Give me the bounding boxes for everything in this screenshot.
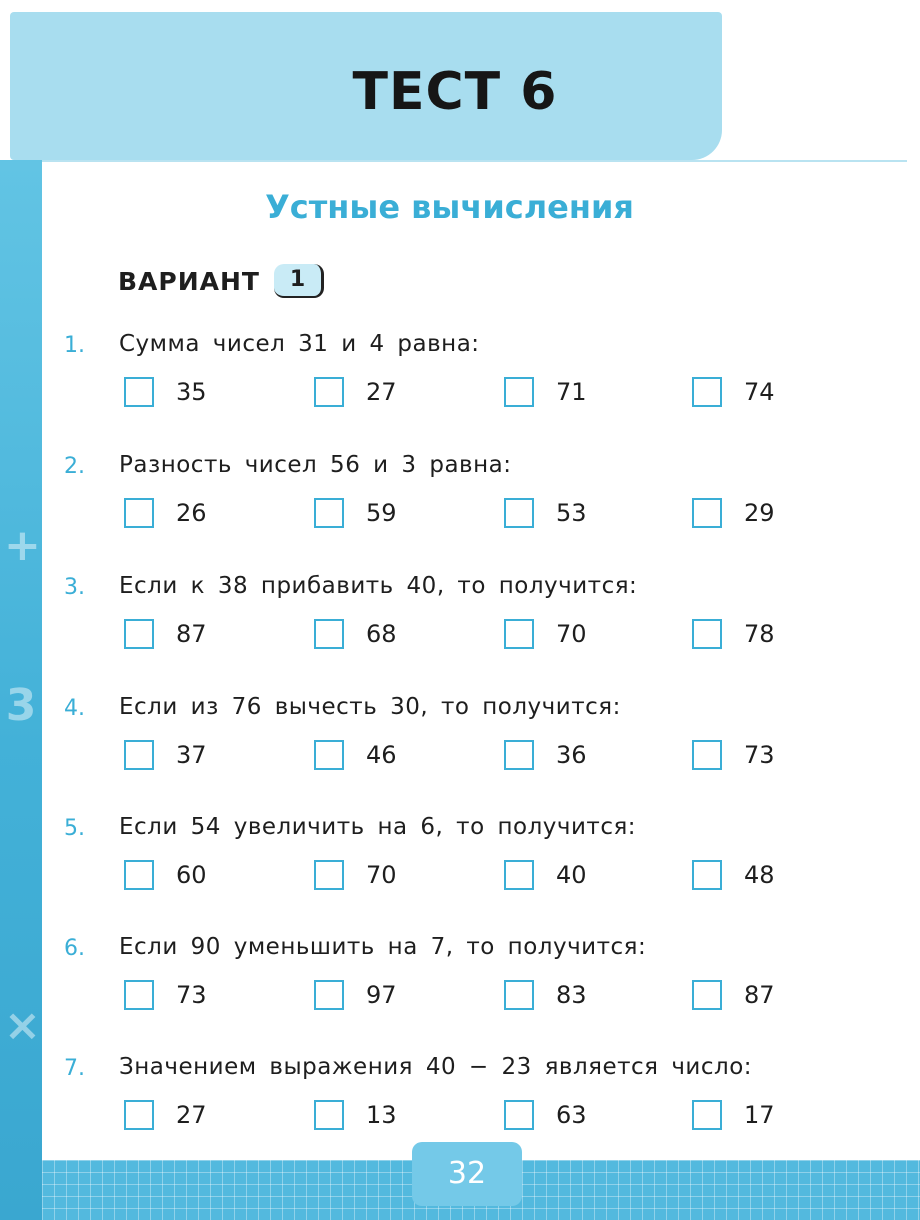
checkbox[interactable] — [314, 619, 344, 649]
checkbox[interactable] — [504, 1100, 534, 1130]
checkbox[interactable] — [314, 498, 344, 528]
question-text: Значением выражения 40 − 23 является число: — [119, 1054, 753, 1080]
checkbox[interactable] — [692, 498, 722, 528]
question-number: 4. — [64, 696, 85, 721]
plus-icon: + — [4, 520, 41, 571]
answer-option[interactable] — [124, 619, 207, 649]
answer-option[interactable] — [124, 498, 207, 528]
checkbox[interactable] — [692, 860, 722, 890]
checkbox[interactable] — [314, 377, 344, 407]
option-value: 46 — [366, 741, 397, 769]
checkbox[interactable] — [124, 498, 154, 528]
checkbox[interactable] — [124, 1100, 154, 1130]
answer-option[interactable] — [314, 740, 397, 770]
answer-option[interactable] — [692, 980, 775, 1010]
option-value: 83 — [556, 981, 587, 1009]
answer-option[interactable] — [692, 860, 775, 890]
variant-label: ВАРИАНТ — [118, 266, 260, 296]
option-value: 73 — [176, 981, 207, 1009]
question-number: 5. — [64, 816, 85, 841]
question-1 — [64, 333, 854, 443]
variant-row — [118, 264, 324, 298]
option-value: 63 — [556, 1101, 587, 1129]
answer-option[interactable] — [314, 377, 397, 407]
test-title: ТЕСТ 6 — [352, 62, 558, 122]
answer-option[interactable] — [314, 619, 397, 649]
answer-option[interactable] — [692, 498, 775, 528]
question-number: 1. — [64, 333, 85, 358]
question-text: Сумма чисел 31 и 4 равна: — [119, 331, 480, 357]
question-text: Если 54 увеличить на 6, то получится: — [119, 814, 637, 840]
option-value: 59 — [366, 499, 397, 527]
question-number: 6. — [64, 936, 85, 961]
option-value: 53 — [556, 499, 587, 527]
variant-number-badge: 1 — [274, 264, 324, 298]
answer-option[interactable] — [692, 619, 775, 649]
checkbox[interactable] — [504, 377, 534, 407]
option-value: 17 — [744, 1101, 775, 1129]
option-value: 87 — [744, 981, 775, 1009]
option-value: 78 — [744, 620, 775, 648]
option-value: 97 — [366, 981, 397, 1009]
answer-option[interactable] — [504, 860, 587, 890]
question-text: Если 90 уменьшить на 7, то получится: — [119, 934, 647, 960]
checkbox[interactable] — [124, 619, 154, 649]
option-value: 26 — [176, 499, 207, 527]
checkbox[interactable] — [124, 860, 154, 890]
checkbox[interactable] — [124, 740, 154, 770]
checkbox[interactable] — [124, 377, 154, 407]
checkbox[interactable] — [504, 860, 534, 890]
checkbox[interactable] — [692, 1100, 722, 1130]
answer-option[interactable] — [124, 377, 207, 407]
checkbox[interactable] — [692, 740, 722, 770]
answer-option[interactable] — [504, 1100, 587, 1130]
question-number: 2. — [64, 454, 85, 479]
answer-option[interactable] — [314, 1100, 397, 1130]
times-icon: × — [4, 1000, 41, 1051]
digit-decoration: 3 — [5, 680, 37, 731]
option-value: 40 — [556, 861, 587, 889]
option-value: 73 — [744, 741, 775, 769]
option-value: 35 — [176, 378, 207, 406]
answer-option[interactable] — [314, 860, 397, 890]
question-number: 3. — [64, 575, 85, 600]
question-text: Если к 38 прибавить 40, то получится: — [119, 573, 638, 599]
question-5 — [64, 816, 854, 926]
answer-option[interactable] — [504, 619, 587, 649]
checkbox[interactable] — [692, 980, 722, 1010]
question-number: 7. — [64, 1056, 85, 1081]
question-text: Если из 76 вычесть 30, то получится: — [119, 694, 621, 720]
answer-option[interactable] — [124, 980, 207, 1010]
checkbox[interactable] — [314, 980, 344, 1010]
answer-option[interactable] — [124, 740, 207, 770]
question-6 — [64, 936, 854, 1046]
sidebar-decoration — [0, 160, 42, 1220]
question-4 — [64, 696, 854, 806]
checkbox[interactable] — [504, 980, 534, 1010]
answer-option[interactable] — [504, 740, 587, 770]
checkbox[interactable] — [314, 1100, 344, 1130]
checkbox[interactable] — [504, 740, 534, 770]
checkbox[interactable] — [314, 860, 344, 890]
answer-option[interactable] — [692, 1100, 775, 1130]
option-value: 70 — [366, 861, 397, 889]
answer-option[interactable] — [314, 498, 397, 528]
option-value: 29 — [744, 499, 775, 527]
checkbox[interactable] — [314, 740, 344, 770]
answer-option[interactable] — [124, 860, 207, 890]
answer-option[interactable] — [692, 377, 775, 407]
answer-option[interactable] — [504, 980, 587, 1010]
option-value: 60 — [176, 861, 207, 889]
option-value: 71 — [556, 378, 587, 406]
option-value: 27 — [366, 378, 397, 406]
answer-option[interactable] — [504, 377, 587, 407]
option-value: 36 — [556, 741, 587, 769]
option-value: 74 — [744, 378, 775, 406]
answer-option[interactable] — [314, 980, 397, 1010]
option-value: 27 — [176, 1101, 207, 1129]
section-subtitle: Устные вычисления — [265, 188, 634, 226]
answer-option[interactable] — [504, 498, 587, 528]
option-value: 37 — [176, 741, 207, 769]
question-3 — [64, 575, 854, 685]
checkbox[interactable] — [124, 980, 154, 1010]
option-value: 68 — [366, 620, 397, 648]
option-value: 13 — [366, 1101, 397, 1129]
option-value: 48 — [744, 861, 775, 889]
checkbox[interactable] — [504, 498, 534, 528]
checkbox[interactable] — [504, 619, 534, 649]
option-value: 87 — [176, 620, 207, 648]
option-value: 70 — [556, 620, 587, 648]
checkbox[interactable] — [692, 377, 722, 407]
answer-option[interactable] — [692, 740, 775, 770]
answer-option[interactable] — [124, 1100, 207, 1130]
question-text: Разность чисел 56 и 3 равна: — [119, 452, 512, 478]
question-2 — [64, 454, 854, 564]
checkbox[interactable] — [692, 619, 722, 649]
page-number: 32 — [412, 1142, 522, 1206]
